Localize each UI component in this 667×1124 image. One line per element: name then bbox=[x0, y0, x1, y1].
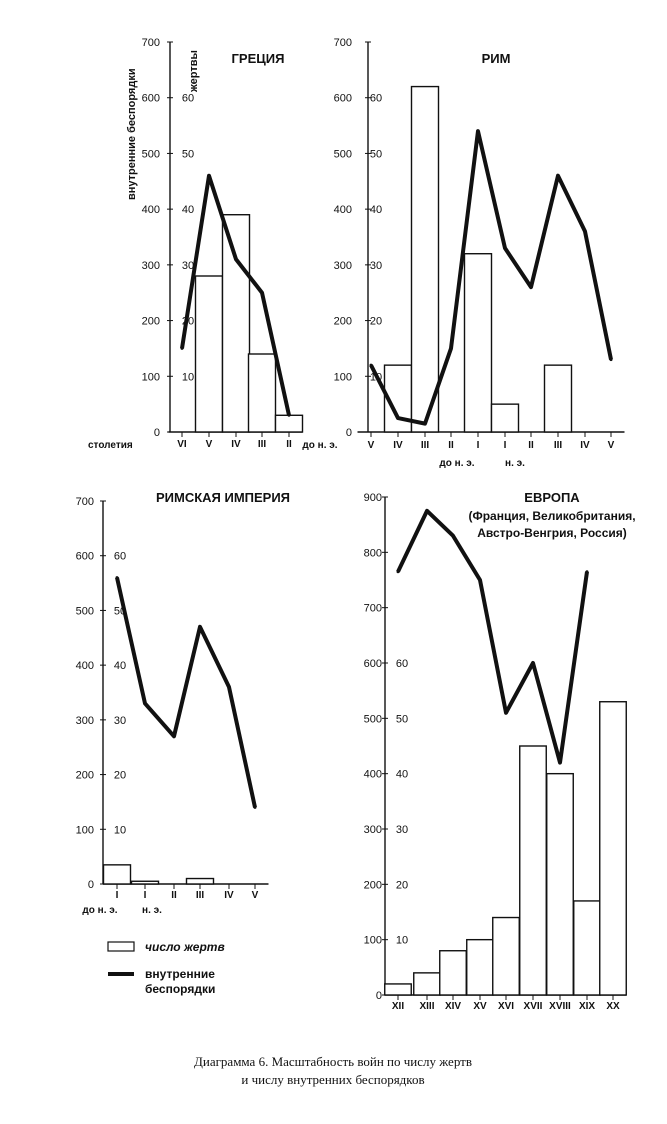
x-tick-label: XIV bbox=[444, 1001, 462, 1012]
line-point bbox=[173, 735, 176, 738]
y-tick-label: 500 bbox=[363, 713, 382, 726]
y-tick-label: 200 bbox=[75, 769, 94, 782]
chart-title: ГРЕЦИЯ bbox=[231, 51, 285, 66]
y-tick-label: 500 bbox=[75, 605, 94, 618]
y-tick-label: 500 bbox=[141, 148, 160, 161]
y2-tick-label: 20 bbox=[395, 879, 409, 892]
bar bbox=[276, 415, 303, 432]
y2-tick-label: 60 bbox=[369, 92, 383, 105]
y-tick-label: 200 bbox=[141, 315, 160, 328]
y-tick-label: 0 bbox=[153, 427, 160, 439]
line-point bbox=[228, 686, 231, 689]
line-point bbox=[559, 761, 562, 764]
era-label: до н. э. bbox=[302, 440, 338, 451]
line-point bbox=[477, 130, 480, 133]
bar bbox=[547, 774, 574, 995]
y2-tick-label: 50 bbox=[395, 713, 409, 726]
x-tick-label: V bbox=[251, 890, 259, 901]
bar bbox=[492, 404, 519, 432]
line-point bbox=[532, 662, 535, 665]
x-tick-label: V bbox=[205, 439, 213, 450]
line-series bbox=[395, 511, 587, 763]
y2-tick-label: 20 bbox=[181, 315, 195, 328]
x-tick-label: IV bbox=[580, 440, 590, 451]
y-tick-label: 600 bbox=[141, 92, 160, 105]
bar bbox=[600, 702, 627, 995]
left-axis-title: внутренние беспорядки bbox=[126, 68, 138, 200]
line-point bbox=[261, 291, 264, 294]
chart-title: РИМ bbox=[481, 51, 511, 66]
bar bbox=[545, 365, 572, 432]
x-tick-label: V bbox=[607, 440, 615, 451]
chart-title: ЕВРОПА bbox=[524, 490, 580, 505]
y-tick-label: 100 bbox=[141, 371, 160, 384]
x-tick-label: XVI bbox=[497, 1001, 515, 1012]
x-tick-label: IV bbox=[393, 440, 403, 451]
caption-line-2: и числу внутренних беспорядков bbox=[241, 1072, 425, 1087]
y2-tick-label: 50 bbox=[113, 605, 127, 618]
bar bbox=[520, 746, 547, 995]
line-point bbox=[504, 247, 507, 250]
chart-greece bbox=[142, 37, 338, 451]
right-axis-title: жертвы bbox=[188, 50, 200, 92]
legend bbox=[108, 940, 225, 996]
line-point bbox=[370, 364, 373, 367]
line-point bbox=[584, 230, 587, 233]
bar bbox=[493, 918, 520, 995]
line-point bbox=[288, 414, 291, 417]
y2-tick-label: 40 bbox=[395, 768, 409, 781]
y-tick-label: 900 bbox=[363, 492, 382, 504]
x-tick-label: VI bbox=[177, 439, 187, 450]
y-tick-label: 800 bbox=[363, 547, 382, 560]
x-tick-label: XX bbox=[606, 1001, 620, 1012]
legend-bar-swatch bbox=[108, 942, 134, 951]
caption-line-1: Диаграмма 6. Масштабность войн по числу жертв bbox=[194, 1054, 472, 1069]
x-tick-label: XIII bbox=[419, 1001, 435, 1012]
line-point bbox=[586, 570, 589, 573]
x-tick-label: III bbox=[195, 890, 205, 901]
y-tick-label: 400 bbox=[333, 204, 352, 217]
y-tick-label: 0 bbox=[345, 427, 352, 439]
y2-tick-label: 50 bbox=[181, 148, 195, 161]
x-tick-label: XVII bbox=[523, 1001, 543, 1012]
line-point bbox=[530, 286, 533, 289]
line-point bbox=[397, 417, 400, 420]
legend-line-label-2: беспорядки bbox=[145, 982, 216, 996]
line-point bbox=[208, 174, 211, 177]
x-tick-label: II bbox=[528, 440, 534, 451]
y-tick-label: 400 bbox=[75, 660, 94, 673]
y-tick-label: 100 bbox=[333, 371, 352, 384]
line-point bbox=[450, 347, 453, 350]
x-tick-label: V bbox=[367, 440, 375, 451]
centuries-label: столетия bbox=[88, 440, 133, 451]
y-tick-label: 700 bbox=[141, 37, 160, 49]
chart-subtitle: (Франция, Великобритания, bbox=[468, 509, 636, 523]
x-tick-label: II bbox=[448, 440, 454, 451]
y-tick-label: 0 bbox=[375, 990, 382, 1002]
y2-tick-label: 40 bbox=[113, 660, 127, 673]
y2-tick-label: 10 bbox=[395, 934, 409, 947]
y-tick-label: 300 bbox=[363, 824, 382, 836]
chart-subtitle: Австро-Венгрия, Россия) bbox=[477, 526, 627, 540]
y-tick-label: 700 bbox=[363, 602, 382, 615]
line-point bbox=[505, 711, 508, 714]
y2-tick-label: 20 bbox=[113, 769, 127, 782]
bar bbox=[414, 973, 441, 995]
chart-rome bbox=[334, 37, 625, 469]
line-point bbox=[254, 806, 257, 809]
y-tick-label: 200 bbox=[333, 315, 352, 328]
x-tick-label: I bbox=[476, 440, 480, 451]
bar bbox=[187, 879, 214, 884]
line-point bbox=[426, 509, 429, 512]
y2-tick-label: 10 bbox=[181, 371, 195, 384]
x-tick-label: II bbox=[171, 890, 177, 901]
y2-tick-label: 30 bbox=[181, 259, 195, 272]
x-tick-label: XV bbox=[473, 1001, 487, 1012]
y-tick-label: 600 bbox=[333, 92, 352, 105]
x-tick-label: II bbox=[286, 439, 292, 450]
y2-tick-label: 40 bbox=[181, 204, 195, 217]
y-tick-label: 300 bbox=[75, 714, 94, 727]
y-tick-label: 400 bbox=[141, 204, 160, 217]
line-point bbox=[144, 702, 147, 705]
x-tick-label: I bbox=[143, 890, 147, 901]
x-tick-label: I bbox=[503, 440, 507, 451]
line-series bbox=[117, 578, 255, 808]
y2-tick-label: 50 bbox=[369, 148, 383, 161]
y2-tick-label: 60 bbox=[395, 658, 409, 670]
x-tick-label: IV bbox=[231, 439, 241, 450]
line-point bbox=[199, 625, 202, 628]
chart-roman-empire bbox=[76, 490, 290, 916]
bar bbox=[412, 87, 439, 432]
line-point bbox=[116, 576, 119, 579]
legend-line-label-1: внутренние bbox=[145, 967, 215, 981]
line-point bbox=[397, 570, 400, 573]
y-tick-label: 200 bbox=[363, 879, 382, 892]
y-tick-label: 400 bbox=[363, 768, 382, 781]
y2-tick-label: 10 bbox=[369, 371, 383, 384]
y2-tick-label: 20 bbox=[369, 315, 383, 328]
y-tick-label: 700 bbox=[333, 37, 352, 49]
y-tick-label: 700 bbox=[75, 496, 94, 508]
y-tick-label: 100 bbox=[75, 824, 94, 837]
bar bbox=[574, 901, 601, 995]
x-tick-label: XIX bbox=[578, 1001, 596, 1012]
chart-europe bbox=[364, 490, 636, 1012]
line-point bbox=[181, 347, 184, 350]
line-point bbox=[235, 258, 238, 261]
y-tick-label: 0 bbox=[87, 879, 94, 891]
era-label: н. э. bbox=[142, 905, 162, 916]
x-tick-label: III bbox=[257, 439, 267, 450]
line-point bbox=[424, 422, 427, 425]
era-label: до н. э. bbox=[82, 905, 118, 916]
bar bbox=[467, 940, 494, 995]
y-tick-label: 300 bbox=[141, 259, 160, 272]
era-label: до н. э. bbox=[439, 458, 475, 469]
y-tick-label: 500 bbox=[333, 148, 352, 161]
y2-tick-label: 30 bbox=[395, 824, 409, 836]
x-tick-label: III bbox=[553, 440, 563, 451]
bar bbox=[440, 951, 467, 995]
y2-tick-label: 40 bbox=[369, 204, 383, 217]
bar bbox=[196, 276, 223, 432]
y2-tick-label: 60 bbox=[113, 550, 127, 563]
bar bbox=[104, 865, 131, 884]
y2-tick-label: 60 bbox=[181, 92, 195, 105]
y2-tick-label: 30 bbox=[113, 714, 127, 727]
bar bbox=[223, 215, 250, 432]
y-tick-label: 100 bbox=[363, 934, 382, 947]
y2-tick-label: 10 bbox=[113, 824, 127, 837]
bar bbox=[249, 354, 276, 432]
x-tick-label: I bbox=[115, 890, 119, 901]
line-point bbox=[557, 174, 560, 177]
line-point bbox=[479, 579, 482, 582]
legend-bars-label: число жертв bbox=[145, 940, 225, 954]
era-label: н. э. bbox=[505, 458, 525, 469]
y-tick-label: 300 bbox=[333, 259, 352, 272]
y-tick-label: 600 bbox=[75, 550, 94, 563]
line-point bbox=[452, 534, 455, 537]
y2-tick-label: 30 bbox=[369, 259, 383, 272]
bar bbox=[132, 881, 159, 884]
x-tick-label: XVIII bbox=[549, 1001, 571, 1012]
y-tick-label: 600 bbox=[363, 658, 382, 670]
x-tick-label: IV bbox=[224, 890, 234, 901]
x-tick-label: III bbox=[420, 440, 430, 451]
chart-title: РИМСКАЯ ИМПЕРИЯ bbox=[155, 490, 291, 505]
bar bbox=[385, 984, 412, 995]
x-tick-label: XII bbox=[391, 1001, 405, 1012]
line-point bbox=[610, 358, 613, 361]
bar bbox=[465, 254, 492, 432]
